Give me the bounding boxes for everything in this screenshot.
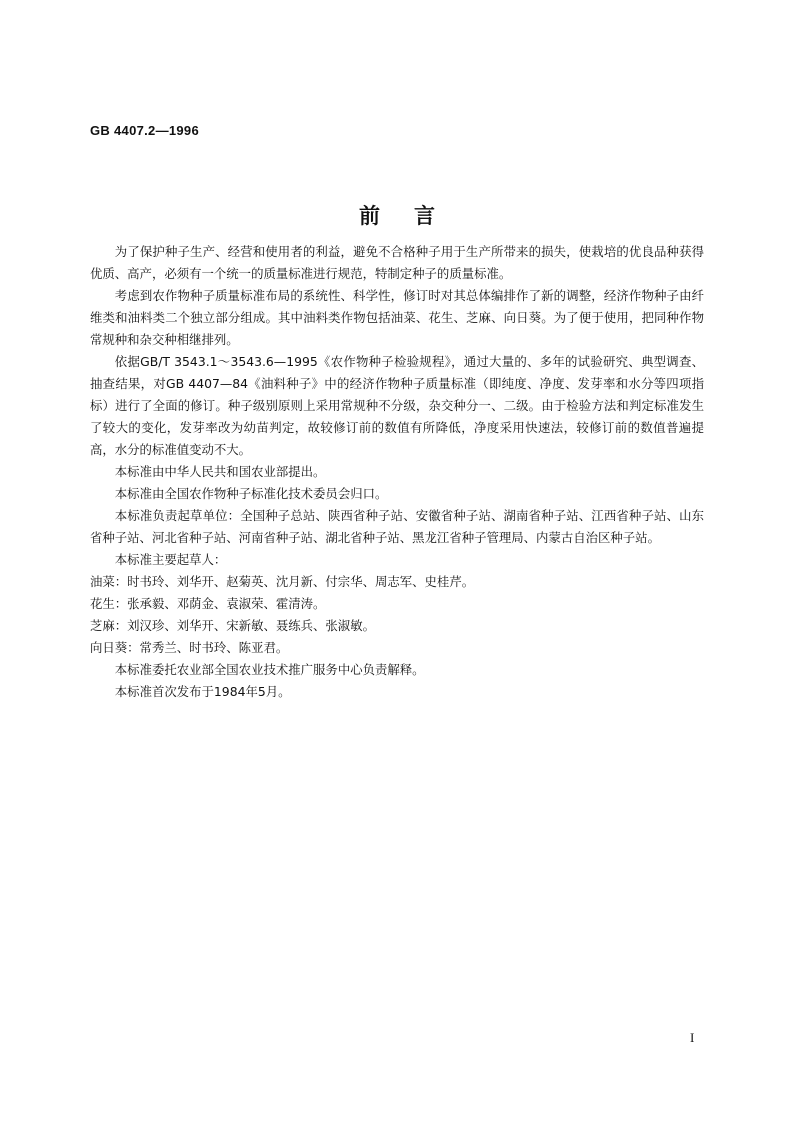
drafters-rapeseed: 油菜：时书玲、刘华开、赵菊英、沈月新、付宗华、周志军、史桂芹。 (90, 574, 475, 589)
page-number: I (690, 1030, 695, 1045)
page-title: 前言 (359, 204, 469, 228)
drafters-peanut: 花生：张承毅、邓荫金、袁淑荣、霍清涛。 (90, 596, 326, 611)
paragraph-layout: 考虑到农作物种子质量标准布局的系统性、科学性，修订时对其总体编排作了新的调整，经济作物种子由纤维类和油料类二个独立部分组成。其中油料类作物包括油菜、花生、芝麻、向日葵。为了便于使用，把同种作物常规种和杂交种相继排列。 (90, 288, 704, 347)
paragraph-first-release: 本标准首次发布于1984年5月。 (114, 684, 291, 699)
paragraph-committee: 本标准由全国农作物种子标准化技术委员会归口。 (114, 486, 388, 501)
foreword-body (90, 241, 704, 703)
drafters-sunflower: 向日葵：常秀兰、时书玲、陈亚君。 (90, 640, 289, 655)
paragraph-purpose: 为了保护种子生产、经营和使用者的利益，避免不合格种子用于生产所带来的损失，使栽培的优良品种获得优质、高产，必须有一个统一的质量标准进行规范，特制定种子的质量标准。 (90, 244, 704, 281)
paragraph-proposer: 本标准由中华人民共和国农业部提出。 (114, 464, 326, 479)
paragraph-interpretation: 本标准委托农业部全国农业技术推广服务中心负责解释。 (114, 662, 425, 677)
standard-number: GB 4407.2—1996 (90, 123, 199, 138)
paragraph-drafters-intro: 本标准主要起草人： (114, 552, 227, 567)
paragraph-revision-basis: 依据GB/T 3543.1～3543.6—1995《农作物种子检验规程》，通过大量的、多年的试验研究、典型调查、抽查结果，对GB 4407—84《油料种子》中的经济作物种子质量标准（即纯度、净度、发芽率和水分等四项指标）进行了全面的修订。种子级别原则上采用常规种不分级，杂交种分一、二级。由于检验方法和判定标准发生了较大的变化，发芽率改为幼苗判定，故较修订前的数值有所降低，净度采用快速法，较修订前的数值普遍提高，水分的标准值变动不大。 (90, 354, 704, 457)
drafters-sesame: 芝麻：刘汉珍、刘华开、宋新敏、聂练兵、张淑敏。 (90, 618, 375, 633)
paragraph-drafting-units: 本标准负责起草单位：全国种子总站、陕西省种子站、安徽省种子站、湖南省种子站、江西省种子站、山东省种子站、河北省种子站、河南省种子站、湖北省种子站、黑龙江省种子管理局、内蒙古自治区种子站。 (90, 508, 704, 545)
